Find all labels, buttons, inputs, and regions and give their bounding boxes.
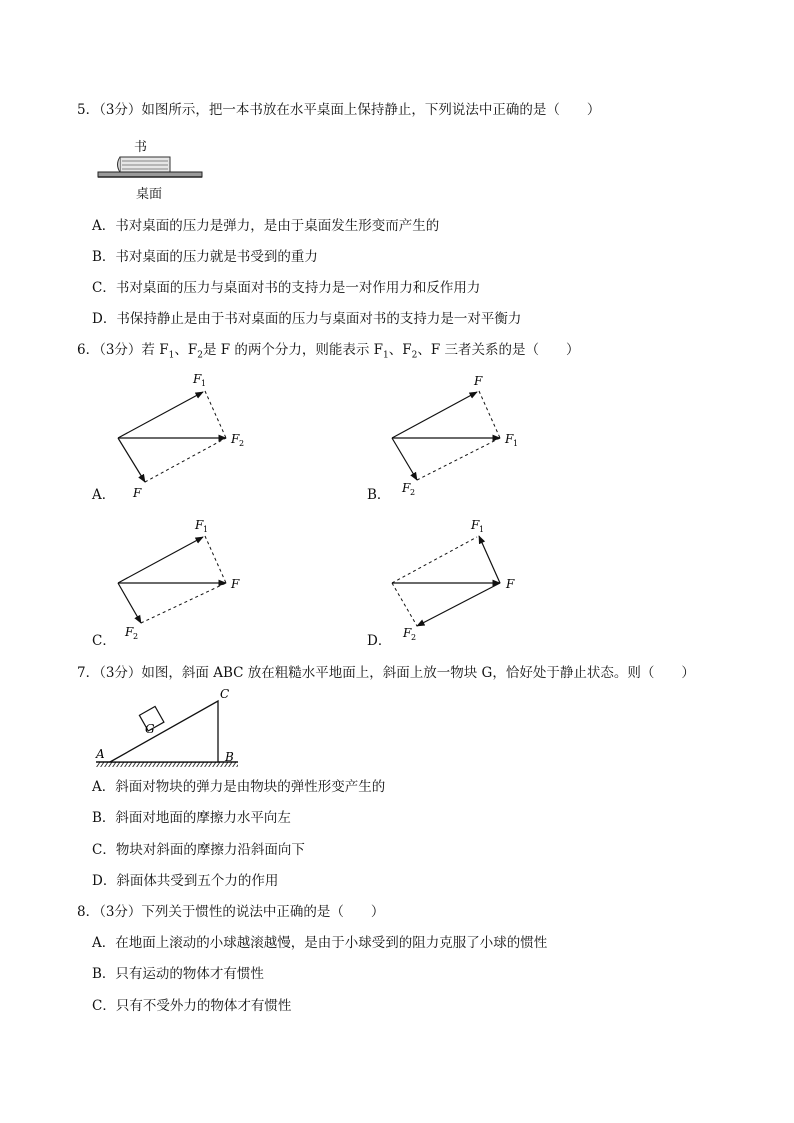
label-f: F — [133, 486, 142, 500]
label-f2: F — [402, 481, 411, 495]
q5-option-a: A．书对桌面的压力是弹力，是由于桌面发生形变而产生的 — [92, 218, 440, 234]
label-f2-sub: 2 — [133, 632, 139, 641]
q6-diagram-a — [118, 372, 244, 500]
q6-stem: 6．（3分）若 $F_1$、$F_2$是 F 的两个分力，则能表示 $F_1$、$F_2$、F 三者关系的是（ ） — [77, 342, 580, 361]
table-label: 桌面 — [136, 187, 163, 202]
label-f: F — [506, 577, 515, 591]
q6-option-c-letter: C． — [92, 633, 116, 649]
book-label: 书 — [134, 140, 148, 155]
q7-option-b: B．斜面对地面的摩擦力水平向左 — [92, 810, 291, 826]
label-f1: F — [471, 518, 480, 532]
label-f2-sub: 2 — [410, 488, 416, 497]
label-g: G — [145, 722, 155, 736]
q5-option-c: C．书对桌面的压力与桌面对书的支持力是一对作用力和反作用力 — [92, 280, 481, 296]
label-f1-sub: 1 — [479, 525, 485, 534]
q5-option-d: D．书保持静止是由于书对桌面的压力与桌面对书的支持力是一对平衡力 — [92, 311, 522, 327]
label-b: B — [225, 750, 234, 764]
q8-option-b: B．只有运动的物体才有惯性 — [92, 966, 264, 982]
q8-option-a: A．在地面上滚动的小球越滚越慢，是由于小球受到的阻力克服了小球的惯性 — [92, 935, 548, 951]
q7-option-a: A．斜面对物块的弹力是由物块的弹性形变产生的 — [92, 779, 386, 795]
q6-option-d-letter: D． — [367, 633, 392, 649]
q7-option-d: D．斜面体共受到五个力的作用 — [92, 873, 279, 889]
q7-stem: 7．（3分）如图，斜面 ABC 放在粗糙水平地面上，斜面上放一物块 G，恰好处于静止状态。则（ ） — [77, 665, 695, 681]
label-f1: F — [193, 372, 202, 386]
label-f1-sub: 1 — [201, 379, 207, 388]
label-f2: F — [125, 625, 134, 639]
label-f: F — [474, 374, 483, 388]
q5-option-b: B．书对桌面的压力就是书受到的重力 — [92, 249, 318, 265]
q6-diagram-d — [392, 518, 515, 642]
label-f2-sub: 2 — [239, 439, 245, 448]
label-c: C — [220, 687, 230, 701]
label-a: A — [96, 747, 105, 761]
label-f: F — [231, 577, 240, 591]
label-f2: F — [403, 626, 412, 640]
q7-option-c: C．物块对斜面的摩擦力沿斜面向下 — [92, 842, 305, 858]
label-f2-sub: 2 — [411, 633, 417, 642]
q5-stem: 5．（3分）如图所示，把一本书放在水平桌面上保持静止，下列说法中正确的是（ ） — [77, 102, 601, 118]
q6-option-a-letter: A． — [92, 487, 116, 503]
label-f2: F — [231, 432, 240, 446]
label-f1: F — [505, 432, 514, 446]
q7-incline-figure — [92, 684, 252, 772]
q6-diagram-b — [392, 374, 518, 497]
q8-stem: 8．（3分）下列关于惯性的说法中正确的是（ ） — [77, 904, 385, 920]
q8-option-c: C．只有不受外力的物体才有惯性 — [92, 998, 292, 1014]
q6-diagram-c — [118, 518, 240, 641]
label-f1: F — [195, 518, 204, 532]
label-f1-sub: 1 — [203, 525, 209, 534]
q6-option-b-letter: B． — [367, 487, 391, 503]
label-f1-sub: 1 — [513, 439, 519, 448]
